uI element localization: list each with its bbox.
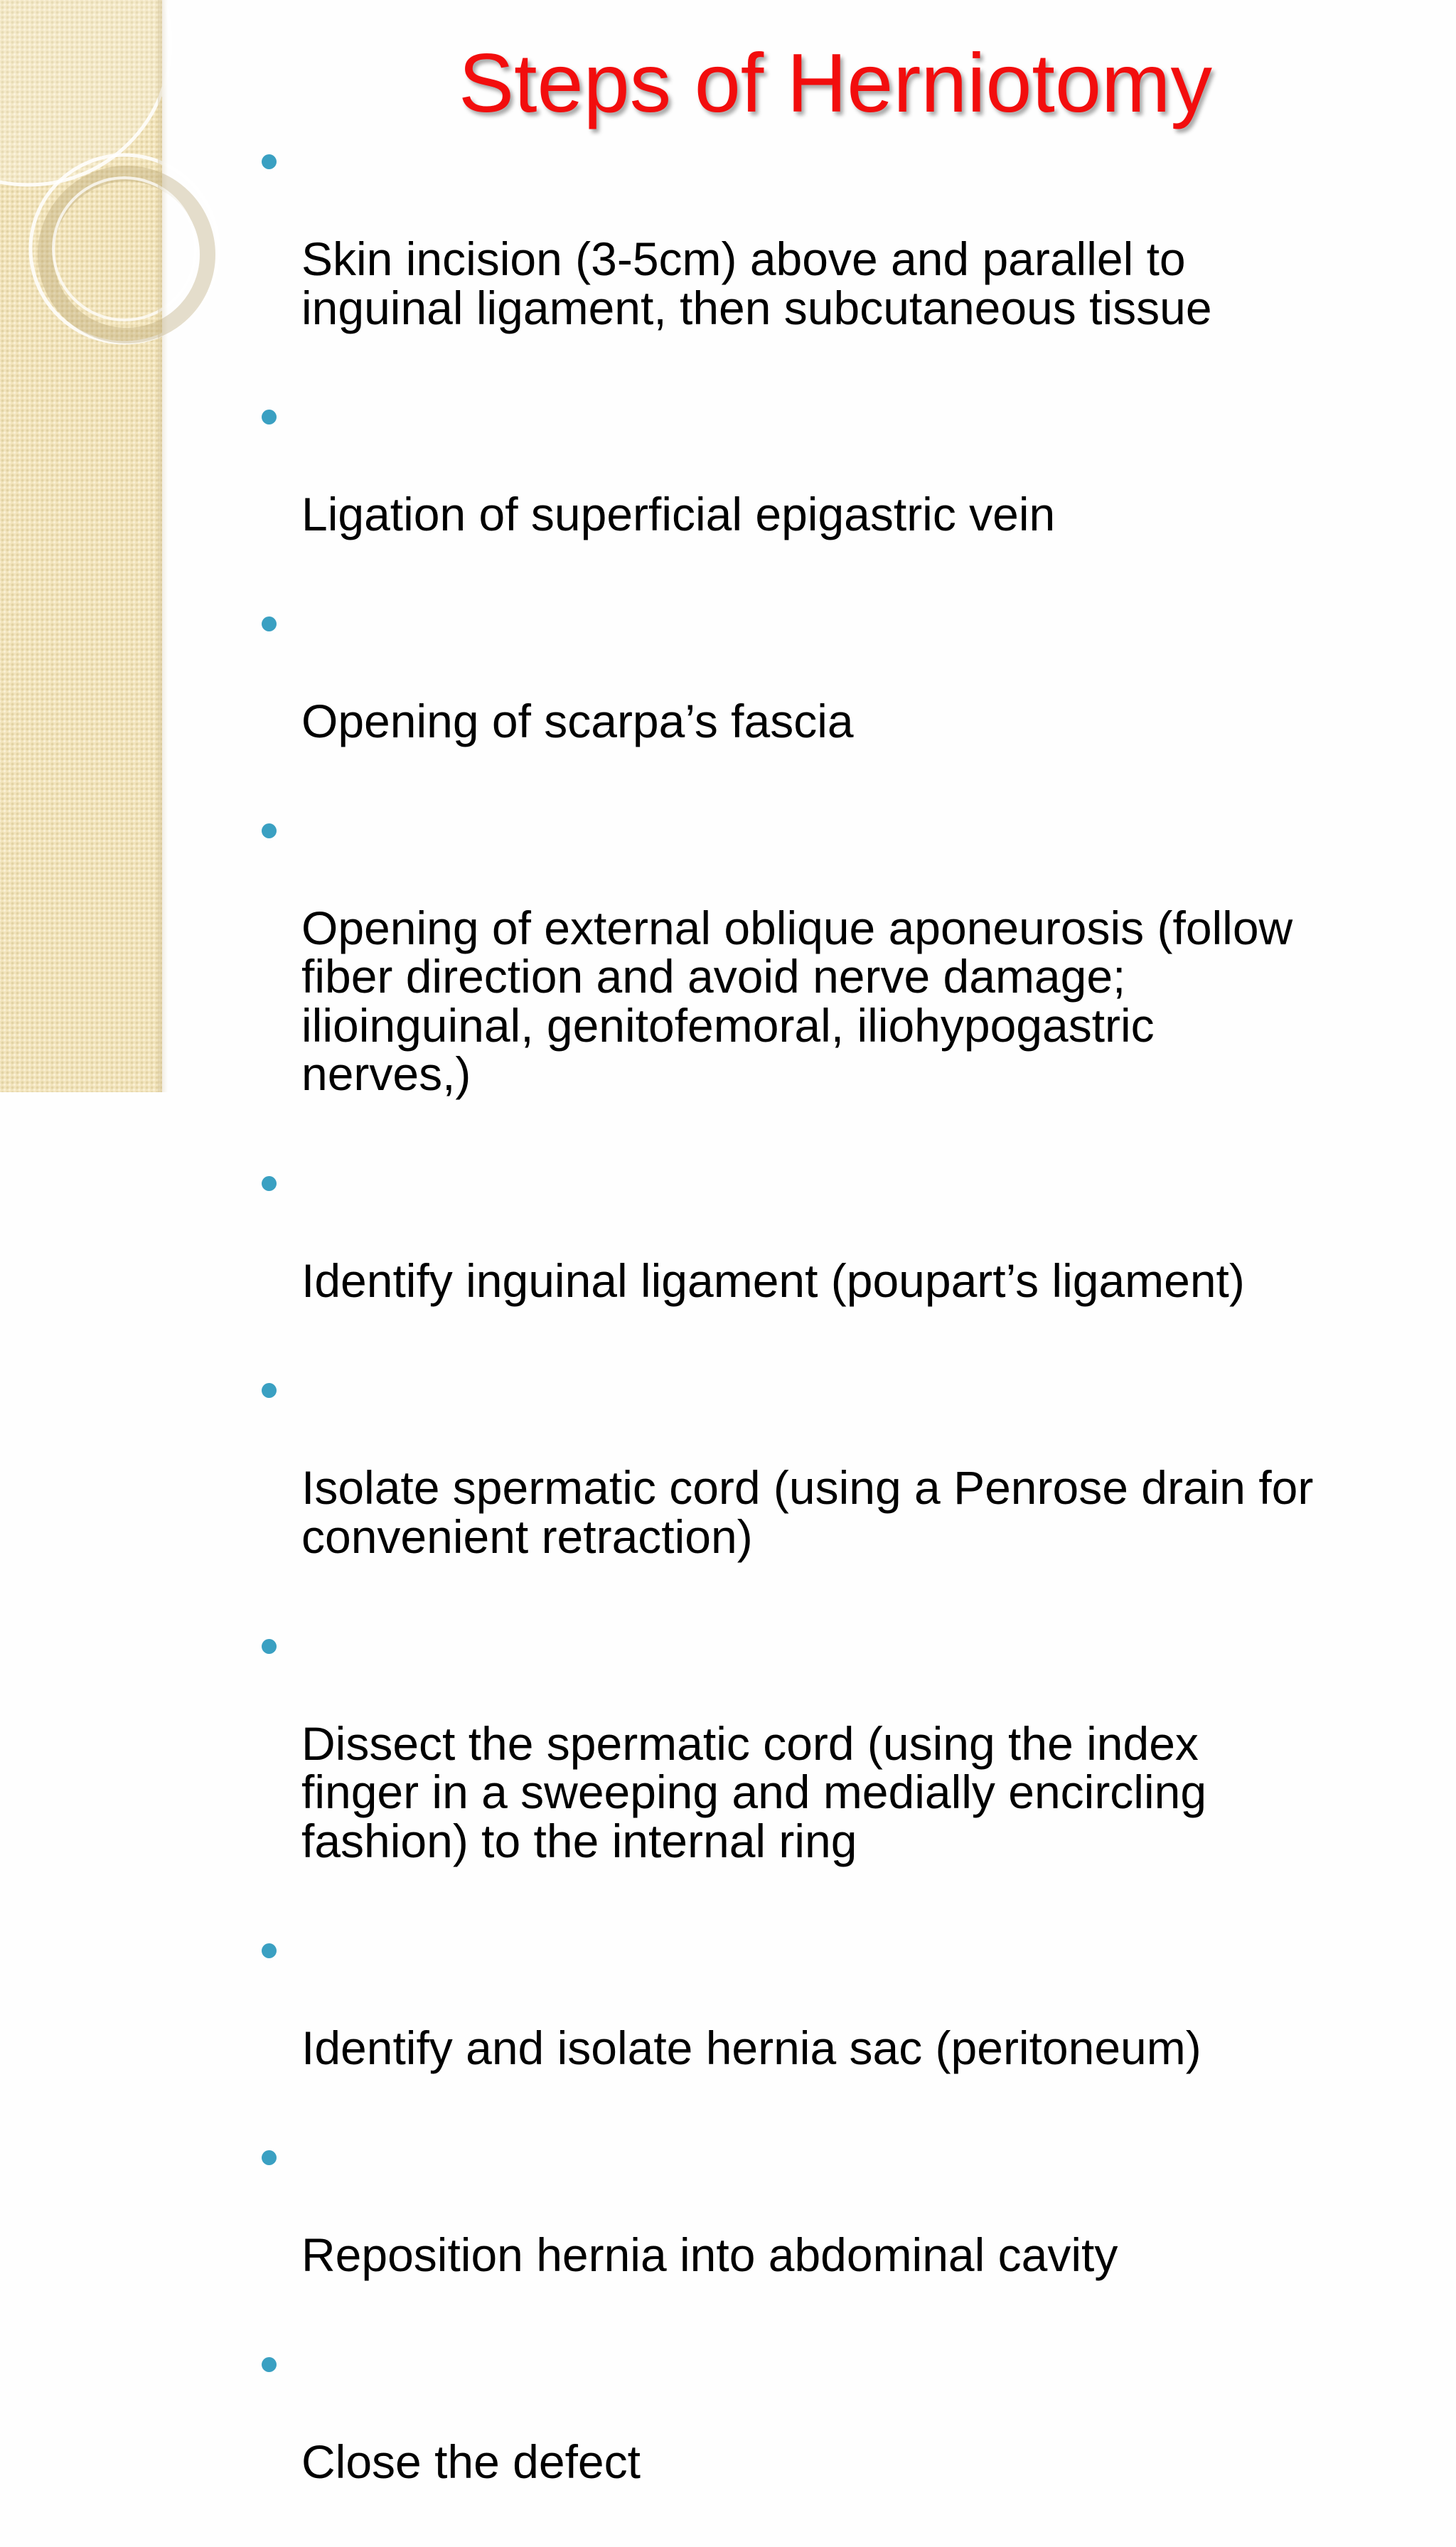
list-item (301, 1622, 1439, 1914)
decorative-rings (0, 0, 171, 1092)
step-text: Opening of scarpa’s fascia (301, 694, 854, 747)
bullet-icon (262, 1639, 277, 1654)
step-text: Ligation of superficial epigastric vein (301, 487, 1056, 540)
bullet-icon (262, 2357, 277, 2372)
step-text: Identify inguinal ligament (poupart’s ligament) (301, 1254, 1245, 1307)
sidebar-edge-shadow (158, 0, 168, 1092)
list-item (301, 1159, 1439, 1354)
decorative-sidebar (0, 0, 162, 1092)
list-item (301, 2340, 1439, 2535)
step-text: Reposition hernia into abdominal cavity (301, 2228, 1118, 2281)
bullet-icon (262, 410, 277, 424)
list-item (301, 393, 1439, 587)
list-item (301, 599, 1439, 794)
bullet-icon (262, 1383, 277, 1398)
step-text: Identify and isolate hernia sac (peritoneum) (301, 2021, 1201, 2074)
decorative-ring (53, 178, 196, 320)
list-item (301, 1926, 1439, 2121)
list-item (301, 806, 1439, 1148)
bullet-icon (262, 616, 277, 631)
bullet-icon (262, 1176, 277, 1191)
list-item (301, 1366, 1439, 1610)
bullet-icon (262, 154, 277, 169)
step-text: Skin incision (3-5cm) above and parallel to inguinal ligament, then subcutaneous tissue (301, 233, 1212, 334)
steps-list (301, 137, 1439, 2547)
bullet-icon (262, 823, 277, 838)
decorative-ring (46, 173, 208, 336)
step-text: Opening of external oblique aponeurosis (follow fiber direction and avoid nerve damage; ilioinguinal, genitofemoral, iliohypogastric nerves,) (301, 901, 1293, 1100)
slide-title: Steps of Herniotomy (459, 36, 1212, 129)
step-text: Dissect the spermatic cord (using the index finger in a sweeping and medially encircling fashion) to the internal ring (301, 1716, 1207, 1867)
list-item (301, 2133, 1439, 2328)
step-text: Isolate spermatic cord (using a Penrose drain for convenient retraction) (301, 1461, 1314, 1563)
bullet-icon (262, 2150, 277, 2165)
step-text: Close the defect (301, 2435, 641, 2488)
bullet-icon (262, 1943, 277, 1958)
list-item (301, 137, 1439, 381)
